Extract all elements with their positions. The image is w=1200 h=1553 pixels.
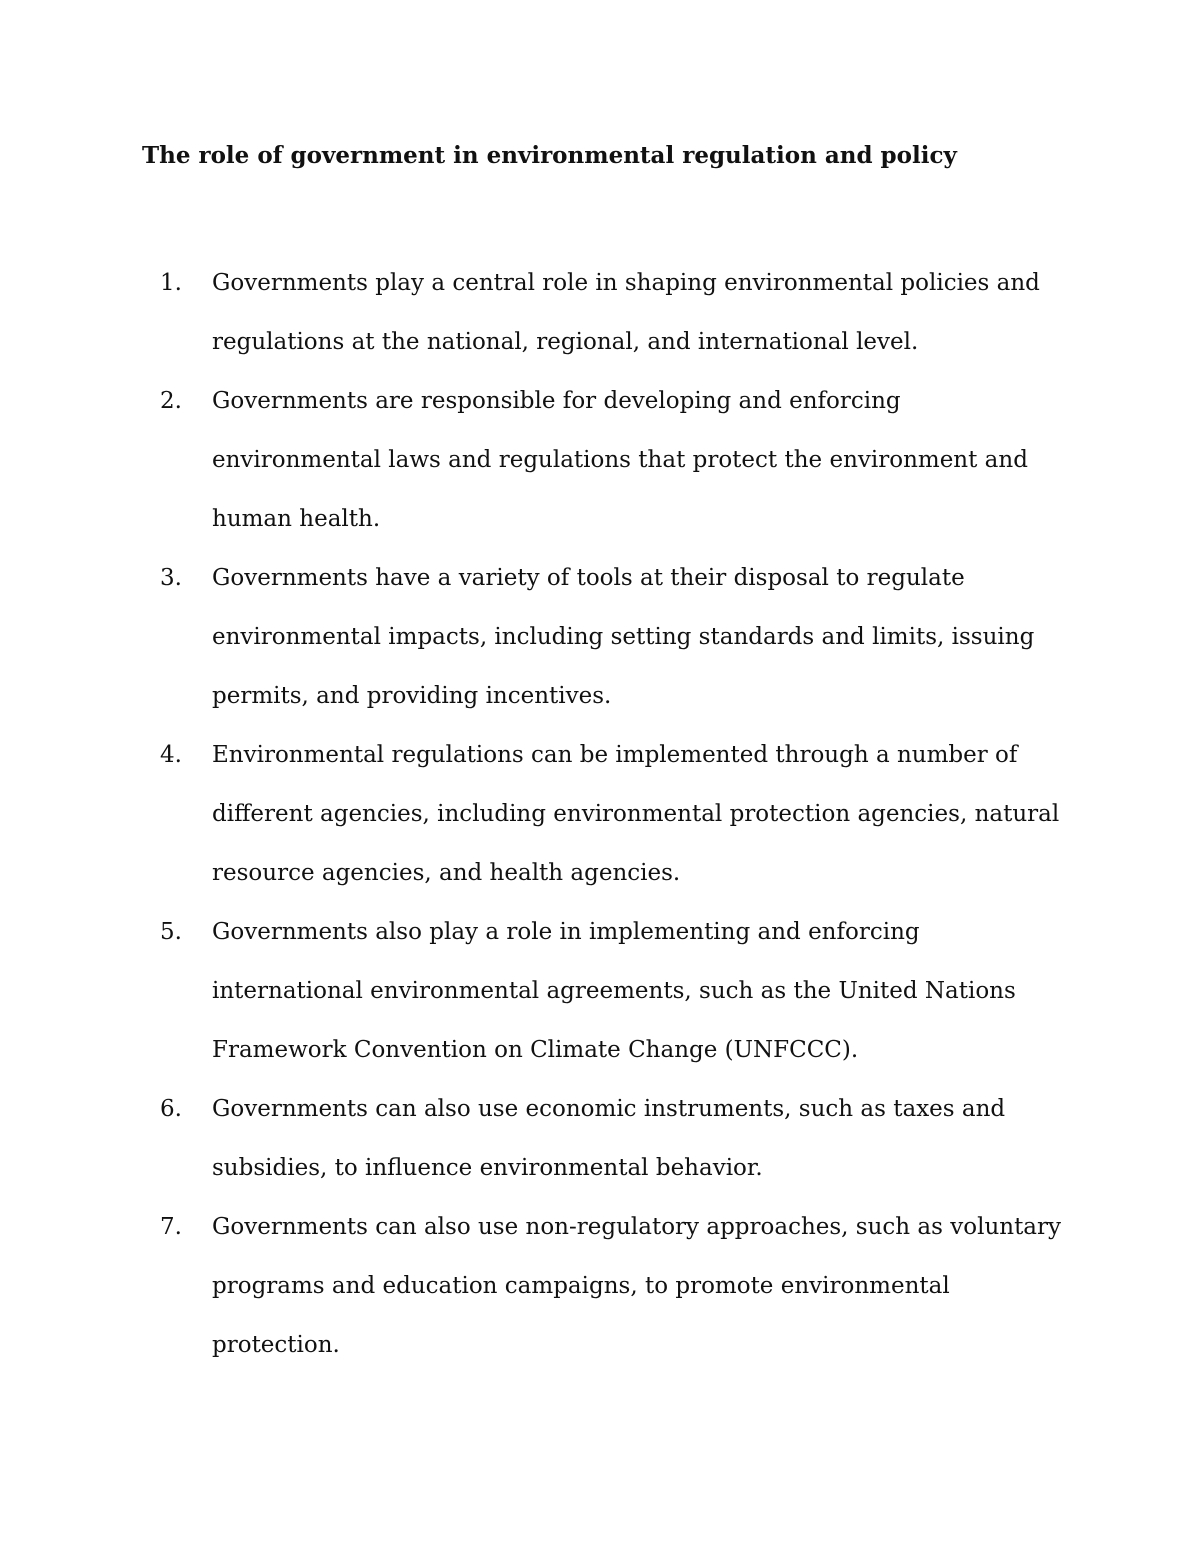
list-item xyxy=(160,903,1065,1080)
list-item-line: Environmental regulations can be implemented through a number of xyxy=(212,742,1018,768)
list-item-number: 4. xyxy=(160,742,182,768)
list-item-line: Governments also play a role in implementing and enforcing xyxy=(212,919,920,945)
list-item xyxy=(160,549,1065,726)
list-item-number: 6. xyxy=(160,1096,182,1122)
list-item-number: 7. xyxy=(160,1214,182,1240)
list-item-line: Governments have a variety of tools at their disposal to regulate xyxy=(212,565,965,591)
list-item xyxy=(160,372,1065,549)
list-item-line: Framework Convention on Climate Change (UNFCCC). xyxy=(212,1037,859,1063)
list-item-line: permits, and providing incentives. xyxy=(212,683,612,709)
list-item-line: Governments play a central role in shaping environmental policies and xyxy=(212,270,1040,296)
list-item-number: 2. xyxy=(160,388,182,414)
list-item-number: 5. xyxy=(160,919,182,945)
list-item-line: international environmental agreements, such as the United Nations xyxy=(212,978,1016,1004)
list-item-line: regulations at the national, regional, and international level. xyxy=(212,329,919,355)
list-item-line: Governments can also use non-regulatory approaches, such as voluntary xyxy=(212,1214,1062,1240)
list-item-line: protection. xyxy=(212,1332,340,1358)
list-item-number: 1. xyxy=(160,270,182,296)
list-item-line: programs and education campaigns, to promote environmental xyxy=(212,1273,950,1299)
list-item-line: Governments are responsible for developing and enforcing xyxy=(212,388,901,414)
document-title: The role of government in environmental regulation and policy xyxy=(142,142,957,169)
list-item-line: environmental laws and regulations that protect the environment and xyxy=(212,447,1028,473)
list-item xyxy=(160,1198,1065,1375)
list-item xyxy=(160,1080,1065,1198)
numbered-list xyxy=(160,254,1065,1375)
list-item xyxy=(160,254,1065,372)
list-item-line: environmental impacts, including setting standards and limits, issuing xyxy=(212,624,1035,650)
list-item-line: subsidies, to influence environmental behavior. xyxy=(212,1155,763,1181)
list-item-line: human health. xyxy=(212,506,381,532)
list-item xyxy=(160,726,1065,903)
list-item-line: resource agencies, and health agencies. xyxy=(212,860,681,886)
list-item-line: different agencies, including environmental protection agencies, natural xyxy=(212,801,1060,827)
list-item-line: Governments can also use economic instruments, such as taxes and xyxy=(212,1096,1006,1122)
list-item-number: 3. xyxy=(160,565,182,591)
